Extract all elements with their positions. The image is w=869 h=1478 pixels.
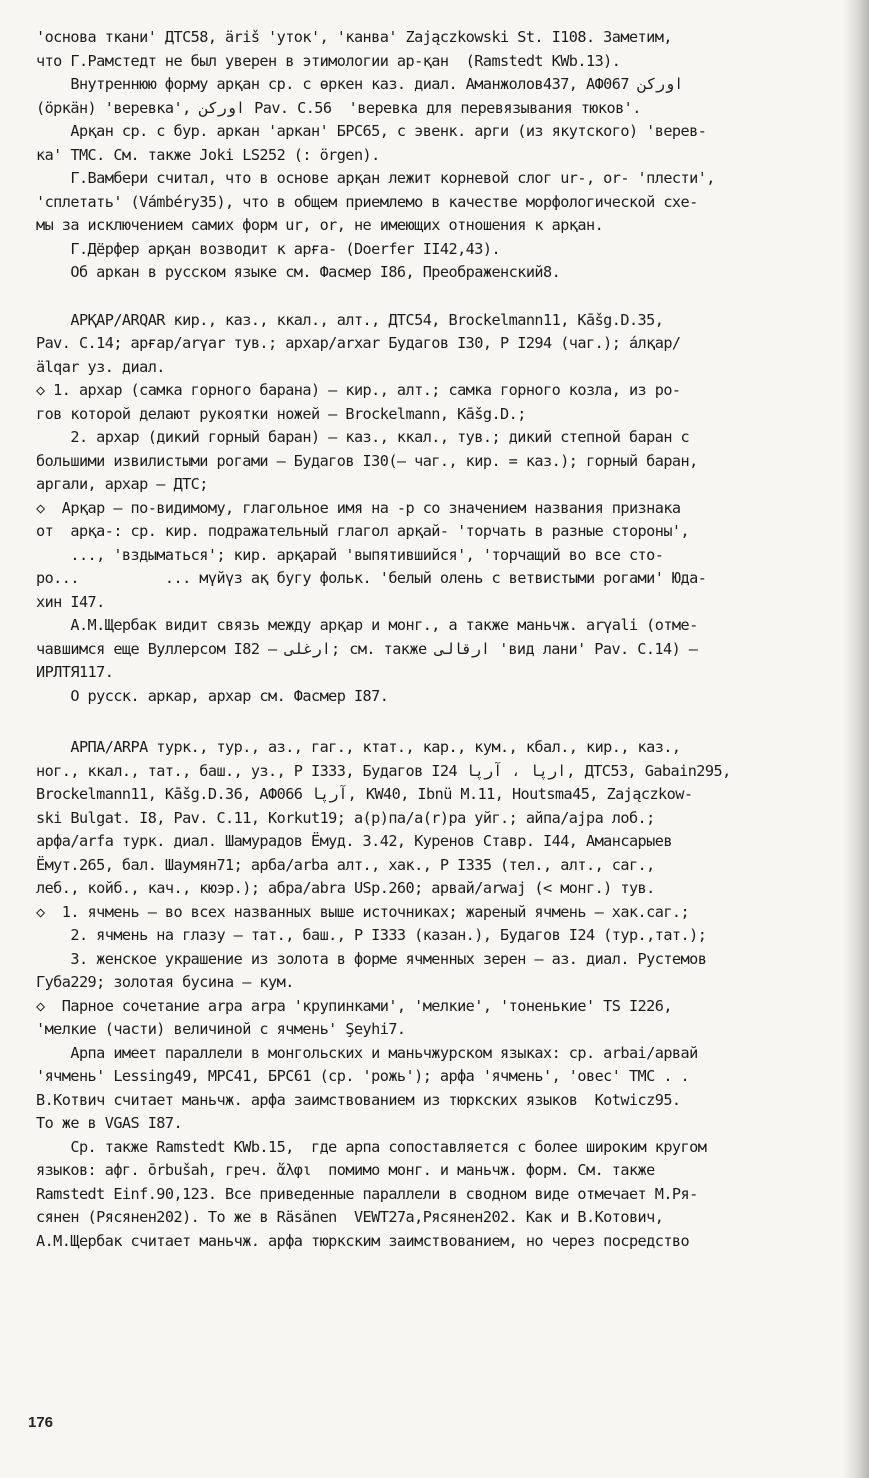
text-line: ка' ТМС. См. также Joki LS252 (: örgen). <box>36 145 380 164</box>
text-line: 'мелкие (части) величиной с ячмень' Şeyhi7. <box>36 1020 406 1038</box>
text-line: большими извилистыми рогами – Будагов I30(– чаг., кир. = каз.); горный баран, <box>36 451 698 470</box>
text-line: Г.Дёрфер арқан возводит к арға- (Doerfer II42,43). <box>36 239 501 258</box>
page-number: 176 <box>28 1414 54 1431</box>
text-line: älqar уз. диал. <box>36 357 165 376</box>
text-line: ◇ 1. ячмень – во всех названных выше источниках; жареный ячмень – хак.саг.; <box>36 902 690 921</box>
text-line: арфа/arfa турк. диал. Шамурадов Ёмуд. 3.42, Куренов Ставр. I44, Амансарыев <box>36 832 672 850</box>
text-line: хин I47. <box>36 592 105 611</box>
text-line: Арқан ср. с бур. аркан 'аркан' БРС65, с эвенк. арги (из якутского) 'верев- <box>36 122 707 140</box>
text-line: Об аркан в русском языке см. Фасмер I86, Преображенский8. <box>36 263 561 281</box>
text-line: Brockelmann11, Kāšg.D.36, АФ066 آرپا, KW40, Ibnü M.11, Houtsma45, Zajączkow- <box>36 785 693 803</box>
text-line: О русск. аркар, архар см. Фасмер I87. <box>36 686 389 705</box>
text-line: что Г.Рамстедт не был уверен в этимологии ар-қан (Ramstedt KWb.13). <box>36 51 621 70</box>
text-line: 2. архар (дикий горный баран) – каз., ккал., тув.; дикий степной баран с <box>36 428 690 446</box>
text-line: То же в VGAS I87. <box>36 1114 183 1132</box>
page-edge-shadow <box>843 0 869 1478</box>
text-line: Ср. также Ramstedt KWb.15, где арпа сопоставляется с более широким кругом <box>36 1137 707 1156</box>
text-line: Ёмут.265, бал. Шаумян71; арба/arba алт., хак., Р I335 (тел., алт., саг., <box>36 855 655 874</box>
text-line: ..., 'вздыматься'; кир. арқарай 'выпятившийся', 'торчащий во все сто- <box>36 545 664 564</box>
text-line: ног., ккал., тат., баш., уз., Р I333, Будагов I24 ارپا ، آرپا, ДТС53, Gabain295, <box>36 761 731 780</box>
text-line: сянен (Рясянен202). То же в Räsänen VEWT27a,Рясянен202. Как и В.Котович, <box>36 1208 664 1226</box>
text-line: 3. женское украшение из золота в форме ячменных зерен – аз. диал. Рустемов <box>36 949 707 968</box>
text-line: ◇ 1. архар (самка горного барана) – кир., алт.; самка горного козла, из ро- <box>36 381 681 399</box>
text-line: ski Bulgat. I8, Pav. C.11, Korkut19; а(р)па/a(r)pa уйг.; айпа/ajpa лоб.; <box>36 808 655 827</box>
text-line: 'сплетать' (Vámbéry35), что в общем приемлемо в качестве морфологической схе- <box>36 192 698 211</box>
text-line: Губа229; золотая бусина – кум. <box>36 973 294 991</box>
text-line: 2. ячмень на глазу – тат., баш., Р I333 (казан.), Будагов I24 (тур.,тат.); <box>36 926 707 944</box>
text-line: ИРЛТЯ117. <box>36 663 114 681</box>
text-line: В.Котвич считает маньчж. арфа заимствованием из тюркских языков Kotwicz95. <box>36 1090 681 1109</box>
text-line: ◇ Парное сочетание arpa arpa 'крупинками', 'мелкие', 'тоненькие' TS I226, <box>36 996 672 1015</box>
text-line: чавшимся еще Вуллерсом I82 – ارغلى; см. также ارقالى 'вид лани' Pav. C.14) – <box>36 639 698 658</box>
text-line: Ramstedt Einf.90,123. Все приведенные параллели в сводном виде отмечает М.Ря- <box>36 1184 698 1203</box>
dictionary-text <box>36 26 846 1253</box>
text-line: А.М.Щербак видит связь между арқар и монг., а также маньчж. arγali (отме- <box>36 616 698 634</box>
text-line: Г.Вамбери считал, что в основе арқан лежит корневой слог ur-, or- 'плести', <box>36 169 715 187</box>
text-line: от арқа-: ср. кир. подражательный глагол арқай- 'торчать в разные стороны', <box>36 522 690 540</box>
text-line: Pav. C.14; арғар/arγar тув.; архар/arxar Будагов I30, Р I294 (чаг.); áлқар/ <box>36 334 681 352</box>
text-line: 'ячмень' Lessing49, МРС41, БРС61 (ср. 'рожь'); арфа 'ячмень', 'овес' ТМС . . <box>36 1067 690 1085</box>
paragraph-gap <box>36 708 846 736</box>
text-line: языков: афг. ōrbušah, греч. ἄλφι помимо монг. и маньчж. форм. См. также <box>36 1161 655 1179</box>
text-line: Арпа имеет параллели в монгольских и маньчжурском языках: ср. arbai/арвай <box>36 1043 698 1062</box>
text-line: А.М.Щербак считает маньчж. арфа тюркским заимствованием, но через посредство <box>36 1231 690 1250</box>
text-line: (öркäн) 'веревка', اوركن Pav. C.56 'веревка для перевязывания тюков'. <box>36 98 641 117</box>
text-line: мы за исключением самих форм ur, or, не имеющих отношения к арқан. <box>36 216 604 234</box>
text-line: ро... ... мүйүз ақ бугу фольк. 'белый олень с ветвистыми рогами' Юда- <box>36 569 707 587</box>
text-line: ◇ Арқар – по-видимому, глагольное имя на -р со значением названия признака <box>36 498 681 517</box>
text-line: 'основа ткани' ДТС58, äriš 'уток', 'канва' Zajączkowski St. I108. Заметим, <box>36 28 672 46</box>
entry-heading-arpa: АРПА/ARPA турк., тур., аз., гаг., ктат., кар., кум., кбал., кир., каз., <box>36 738 681 756</box>
entry-heading-arqar: АРҚАР/ARQAR кир., каз., ккал., алт., ДТС54, Brockelmann11, Kāšg.D.35, <box>36 310 664 329</box>
text-line: леб., койб., кач., кюэр.); абра/abra USp.260; арвай/arwaj (< монг.) тув. <box>36 879 655 897</box>
paragraph-gap <box>36 285 846 309</box>
text-line: Внутреннюю форму арқан ср. с өркен каз. диал. Аманжолов437, АФ067 اوركن <box>36 75 684 93</box>
text-line: аргали, архар – ДТС; <box>36 475 208 493</box>
text-line: гов которой делают рукоятки ножей – Brockelmann, Kāšg.D.; <box>36 404 526 423</box>
